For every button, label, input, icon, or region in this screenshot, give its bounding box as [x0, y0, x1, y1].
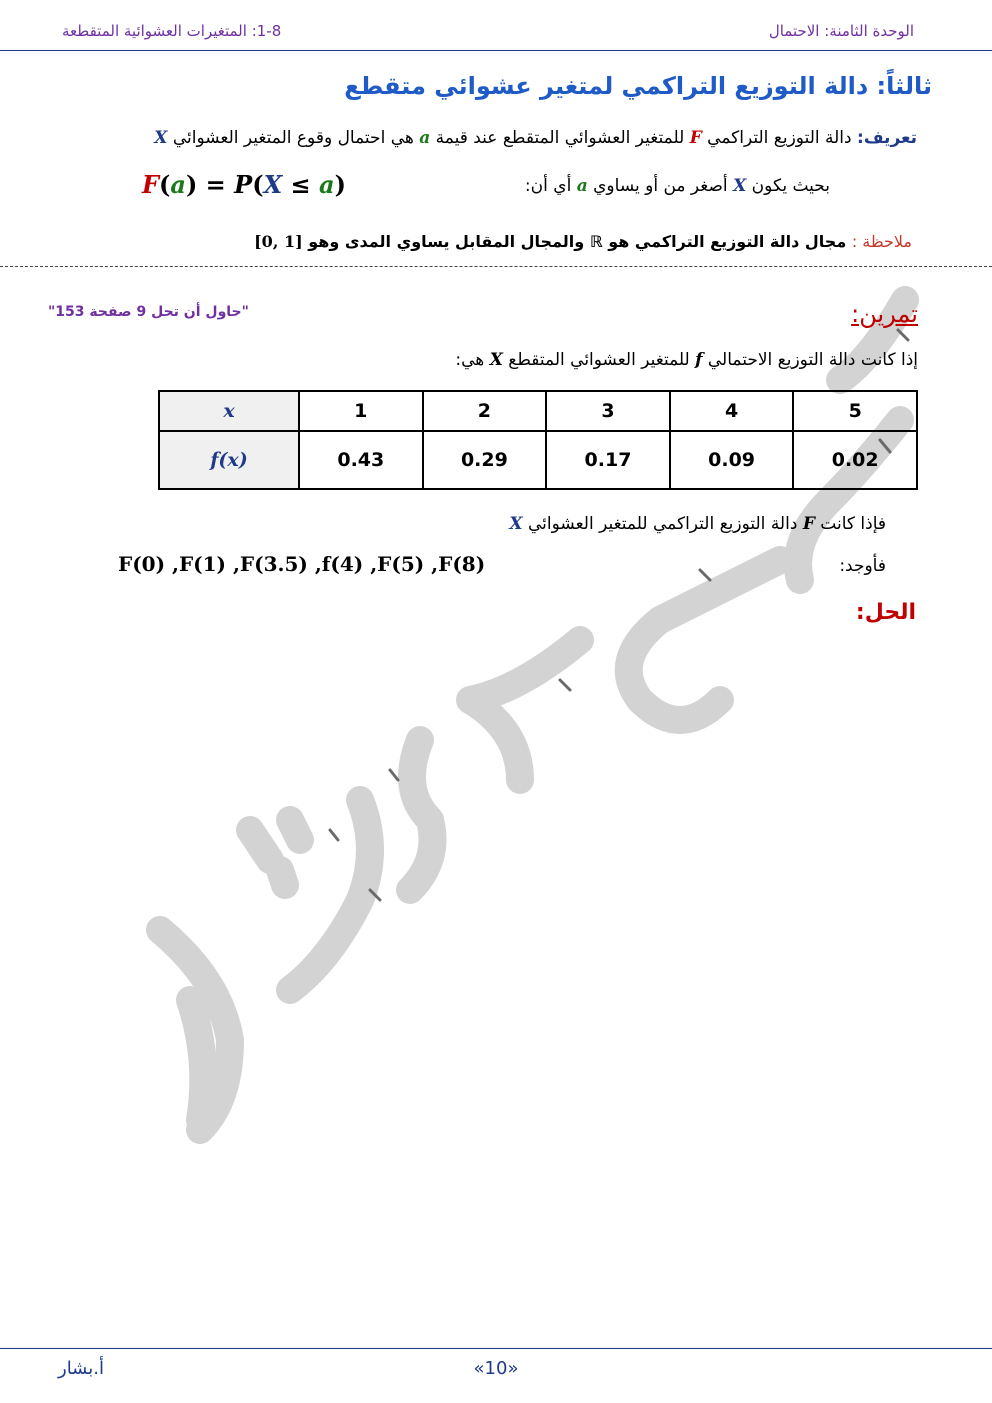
var-a: a [576, 176, 588, 196]
var-X: X [509, 514, 523, 534]
question-find-expression: F(0) ,F(1) ,F(3.5) ,f(4) ,F(5) ,F(8) [118, 552, 486, 576]
question-line-1 [509, 514, 886, 534]
table-cell: 0.17 [546, 431, 670, 489]
header-rule [0, 50, 992, 51]
var-X: X [489, 350, 503, 370]
intro-text-3: هي: [455, 350, 485, 370]
section-divider [0, 266, 992, 267]
definition-line2-text-2: أصغر من أو يساوي [593, 176, 728, 196]
exercise-intro [455, 350, 918, 370]
note-interval: [0, 1] [254, 232, 303, 251]
solution-label: الحل: [855, 600, 916, 625]
question-find-label: فأوجد: [839, 556, 886, 576]
formula-paren: ) [185, 170, 198, 199]
var-a: a [419, 128, 431, 148]
footer-author: أ.بشار [58, 1358, 104, 1379]
var-X: X [733, 176, 747, 196]
table-row [159, 391, 917, 431]
var-X: X [154, 128, 168, 148]
exercise-hint: "حاول أن تحل 9 صفحة 153" [48, 304, 249, 320]
exercise-label: تمرين: [851, 300, 918, 328]
table-cell: 0.29 [423, 431, 547, 489]
definition-text-1: دالة التوزيع التراكمي [707, 128, 852, 148]
table-cell: 1 [299, 391, 423, 431]
formula-paren: ( [159, 170, 171, 199]
q1-text-2: دالة التوزيع التراكمي للمتغير العشوائي [528, 514, 798, 534]
distribution-table [158, 390, 918, 490]
section-title: ثالثاً: دالة التوزيع التراكمي لمتغير عشوائي متقطع [344, 72, 932, 100]
definition-line2-text-3: أي أن: [524, 176, 572, 196]
cdf-formula [142, 170, 346, 199]
page-number: «10» [473, 1358, 519, 1379]
formula-a: a [170, 170, 186, 199]
intro-text-1: إذا كانت دالة التوزيع الاحتمالي [707, 350, 918, 370]
formula-paren: ) [334, 170, 346, 199]
table-cell: 5 [793, 391, 917, 431]
header-unit-title: الوحدة الثامنة: الاحتمال [768, 22, 914, 40]
formula-a: a [319, 170, 335, 199]
q1-text-1: فإذا كانت [820, 514, 886, 534]
formula-paren: ( [252, 170, 264, 199]
var-f: f [695, 350, 703, 370]
table-header-fx: f(x) [159, 431, 299, 489]
table-cell: 2 [423, 391, 547, 431]
var-F: F [802, 514, 815, 534]
definition-text-3: هي احتمال وقوع المتغير العشوائي [172, 128, 414, 148]
header-chapter-title: 1-8: المتغيرات العشوائية المتقطعة [62, 22, 282, 40]
table-header-x: x [159, 391, 299, 431]
table-cell: 0.43 [299, 431, 423, 489]
formula-P: P [234, 170, 253, 199]
table-row [159, 431, 917, 489]
definition-line2-text-1: بحيث يكون [751, 176, 830, 196]
table-cell: 0.09 [670, 431, 794, 489]
table-cell: 3 [546, 391, 670, 431]
formula-le: ≤ [282, 170, 320, 199]
definition-label: تعريف: [857, 128, 917, 148]
formula-F: F [142, 170, 160, 199]
footer-rule [0, 1348, 992, 1349]
note [254, 232, 912, 251]
intro-text-2: للمتغير العشوائي المتقطع [508, 350, 690, 370]
definition-line-1 [154, 128, 917, 148]
formula-equals: = [197, 170, 235, 199]
table-cell: 4 [670, 391, 794, 431]
var-F: F [689, 128, 702, 148]
table-cell: 0.02 [793, 431, 917, 489]
definition-line-2 [525, 176, 830, 196]
formula-X: X [263, 170, 283, 199]
definition-text-2: للمتغير العشوائي المتقطع عند قيمة [435, 128, 685, 148]
note-label: ملاحظة : [851, 232, 912, 251]
note-text: مجال دالة التوزيع التراكمي هو ℝ والمجال المقابل يساوي المدى وهو [308, 232, 847, 251]
